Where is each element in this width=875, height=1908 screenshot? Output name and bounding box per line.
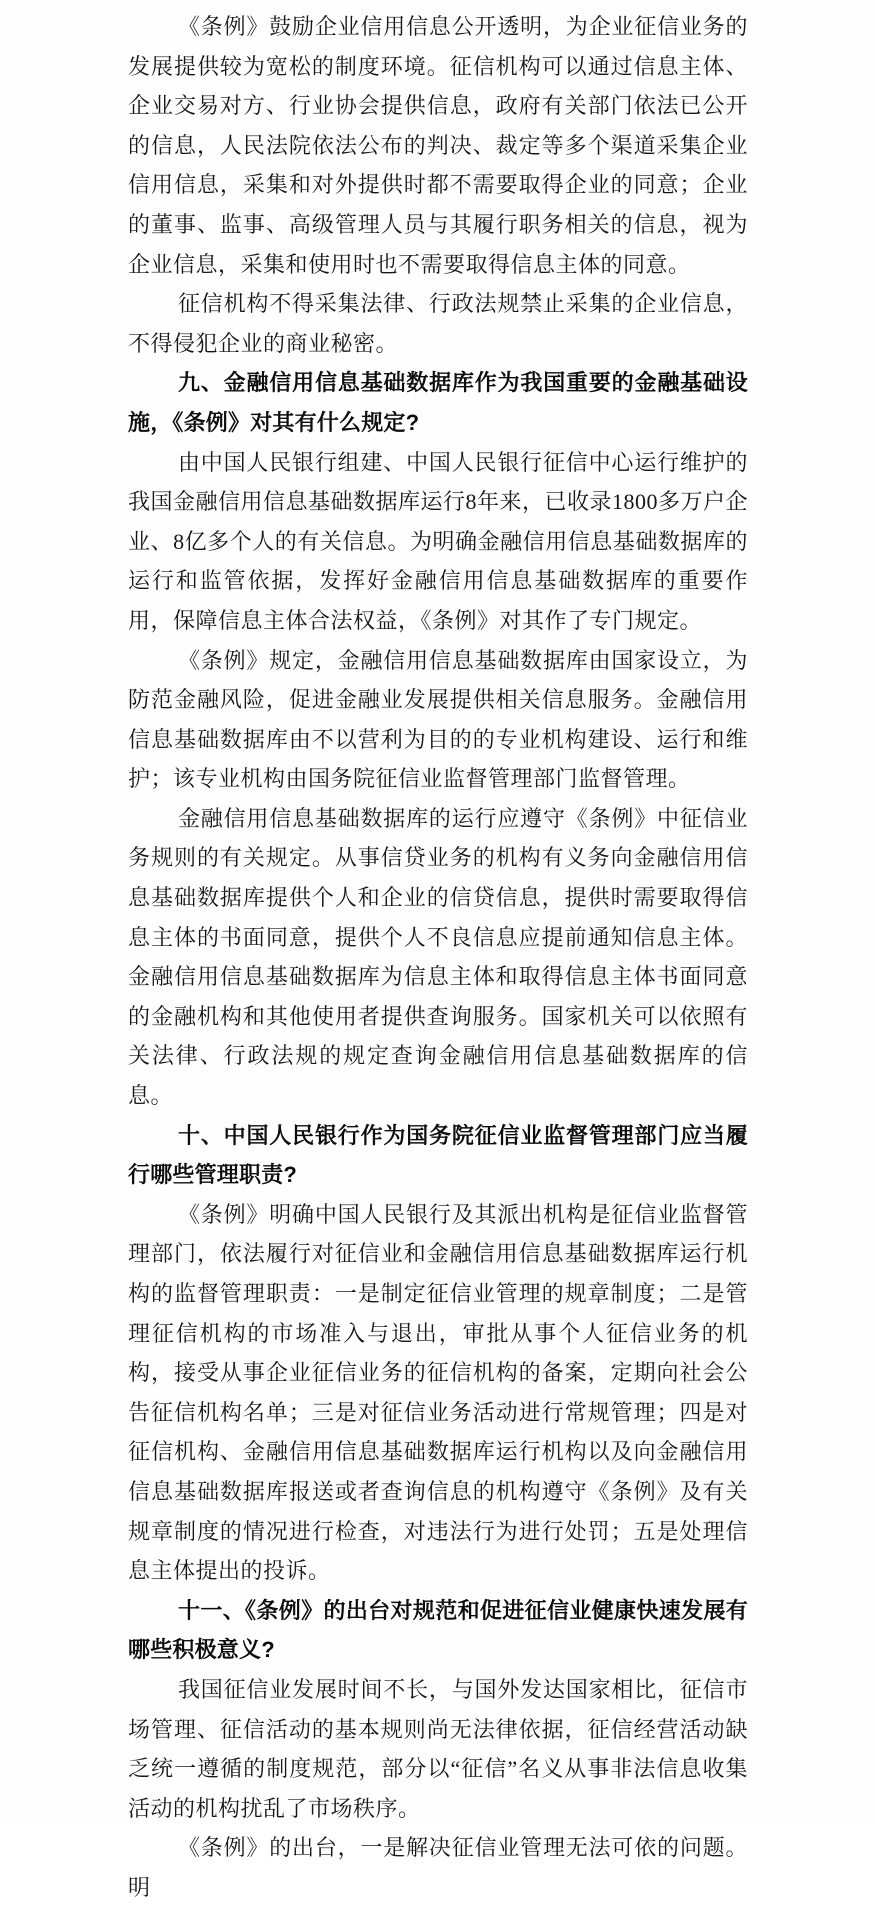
paragraph: 《条例》规定，金融信用信息基础数据库由国家设立，为防范金融风险，促进金融业发展提供相关信息服务。金融信用信息基础数据库由不以营利为目的的专业机构建设、运行和维护；该专业机构由国务院征信业监督管理部门监督管理。 xyxy=(128,647,748,792)
text-column xyxy=(128,7,748,1908)
paragraph: 我国征信业发展时间不长，与国外发达国家相比，征信市场管理、征信活动的基本规则尚无法律依据，征信经营活动缺乏统一遵循的制度规范，部分以“征信”名义从事非法信息收集活动的机构扰乱了市场秩序。 xyxy=(128,1676,749,1821)
paragraph: 由中国人民银行组建、中国人民银行征信中心运行维护的我国金融信用信息基础数据库运行8年来，已收录1800多万户企业、8亿多个人的有关信息。为明确金融信用信息基础数据库的运行和监管依据，发挥好金融信用信息基础数据库的重要作用，保障信息主体合法权益，《条例》对其作了专门规定。 xyxy=(128,449,749,633)
paragraph: 《条例》的出台，一是解决征信业管理无法可依的问题。明 xyxy=(128,1835,748,1900)
section-heading-9: 九、金融信用信息基础数据库作为我国重要的金融基础设施，《条例》对其有什么规定? xyxy=(128,370,748,435)
section-heading-10: 十、中国人民银行作为国务院征信业监督管理部门应当履行哪些管理职责? xyxy=(128,1122,748,1188)
paragraph: 金融信用信息基础数据库的运行应遵守《条例》中征信业务规则的有关规定。从事信贷业务的机构有义务向金融信用信息基础数据库提供个人和企业的信贷信息，提供时需要取得信息主体的书面同意，提供个人不良信息应提前通知信息主体。金融信用信息基础数据库为信息主体和取得信息主体书面同意的金融机构和其他使用者提供查询服务。国家机关可以依照有关法律、行政法规的规定查询金融信用信息基础数据库的信息。 xyxy=(128,805,748,1109)
paragraph: 征信机构不得采集法律、行政法规禁止采集的企业信息，不得侵犯企业的商业秘密。 xyxy=(128,291,748,356)
paragraph: 《条例》鼓励企业信用信息公开透明，为企业征信业务的发展提供较为宽松的制度环境。征信机构可以通过信息主体、企业交易对方、行业协会提供信息，政府有关部门依法已公开的信息，人民法院依法公布的判决、裁定等多个渠道采集企业信用信息，采集和对外提供时都不需要取得企业的同意；企业的董事、监事、高级管理人员与其履行职务相关的信息，视为企业信息，采集和使用时也不需要取得信息主体的同意。 xyxy=(128,14,748,277)
section-heading-11: 十一、《条例》的出台对规范和促进征信业健康快速发展有哪些积极意义? xyxy=(128,1597,748,1663)
paragraph: 《条例》明确中国人民银行及其派出机构是征信业监督管理部门，依法履行对征信业和金融信用信息基础数据库运行机构的监督管理职责：一是制定征信业管理的规章制度；二是管理征信机构的市场准入与退出，审批从事个人征信业务的机构，接受从事企业征信业务的征信机构的备案，定期向社会公告征信机构名单；三是对征信业务活动进行常规管理；四是对征信机构、金融信用信息基础数据库运行机构以及向金融信用信息基础数据库报送或者查询信息的机构遵守《条例》及有关规章制度的情况进行检查，对违法行为进行处罚；五是处理信息主体提出的投诉。 xyxy=(128,1201,748,1584)
